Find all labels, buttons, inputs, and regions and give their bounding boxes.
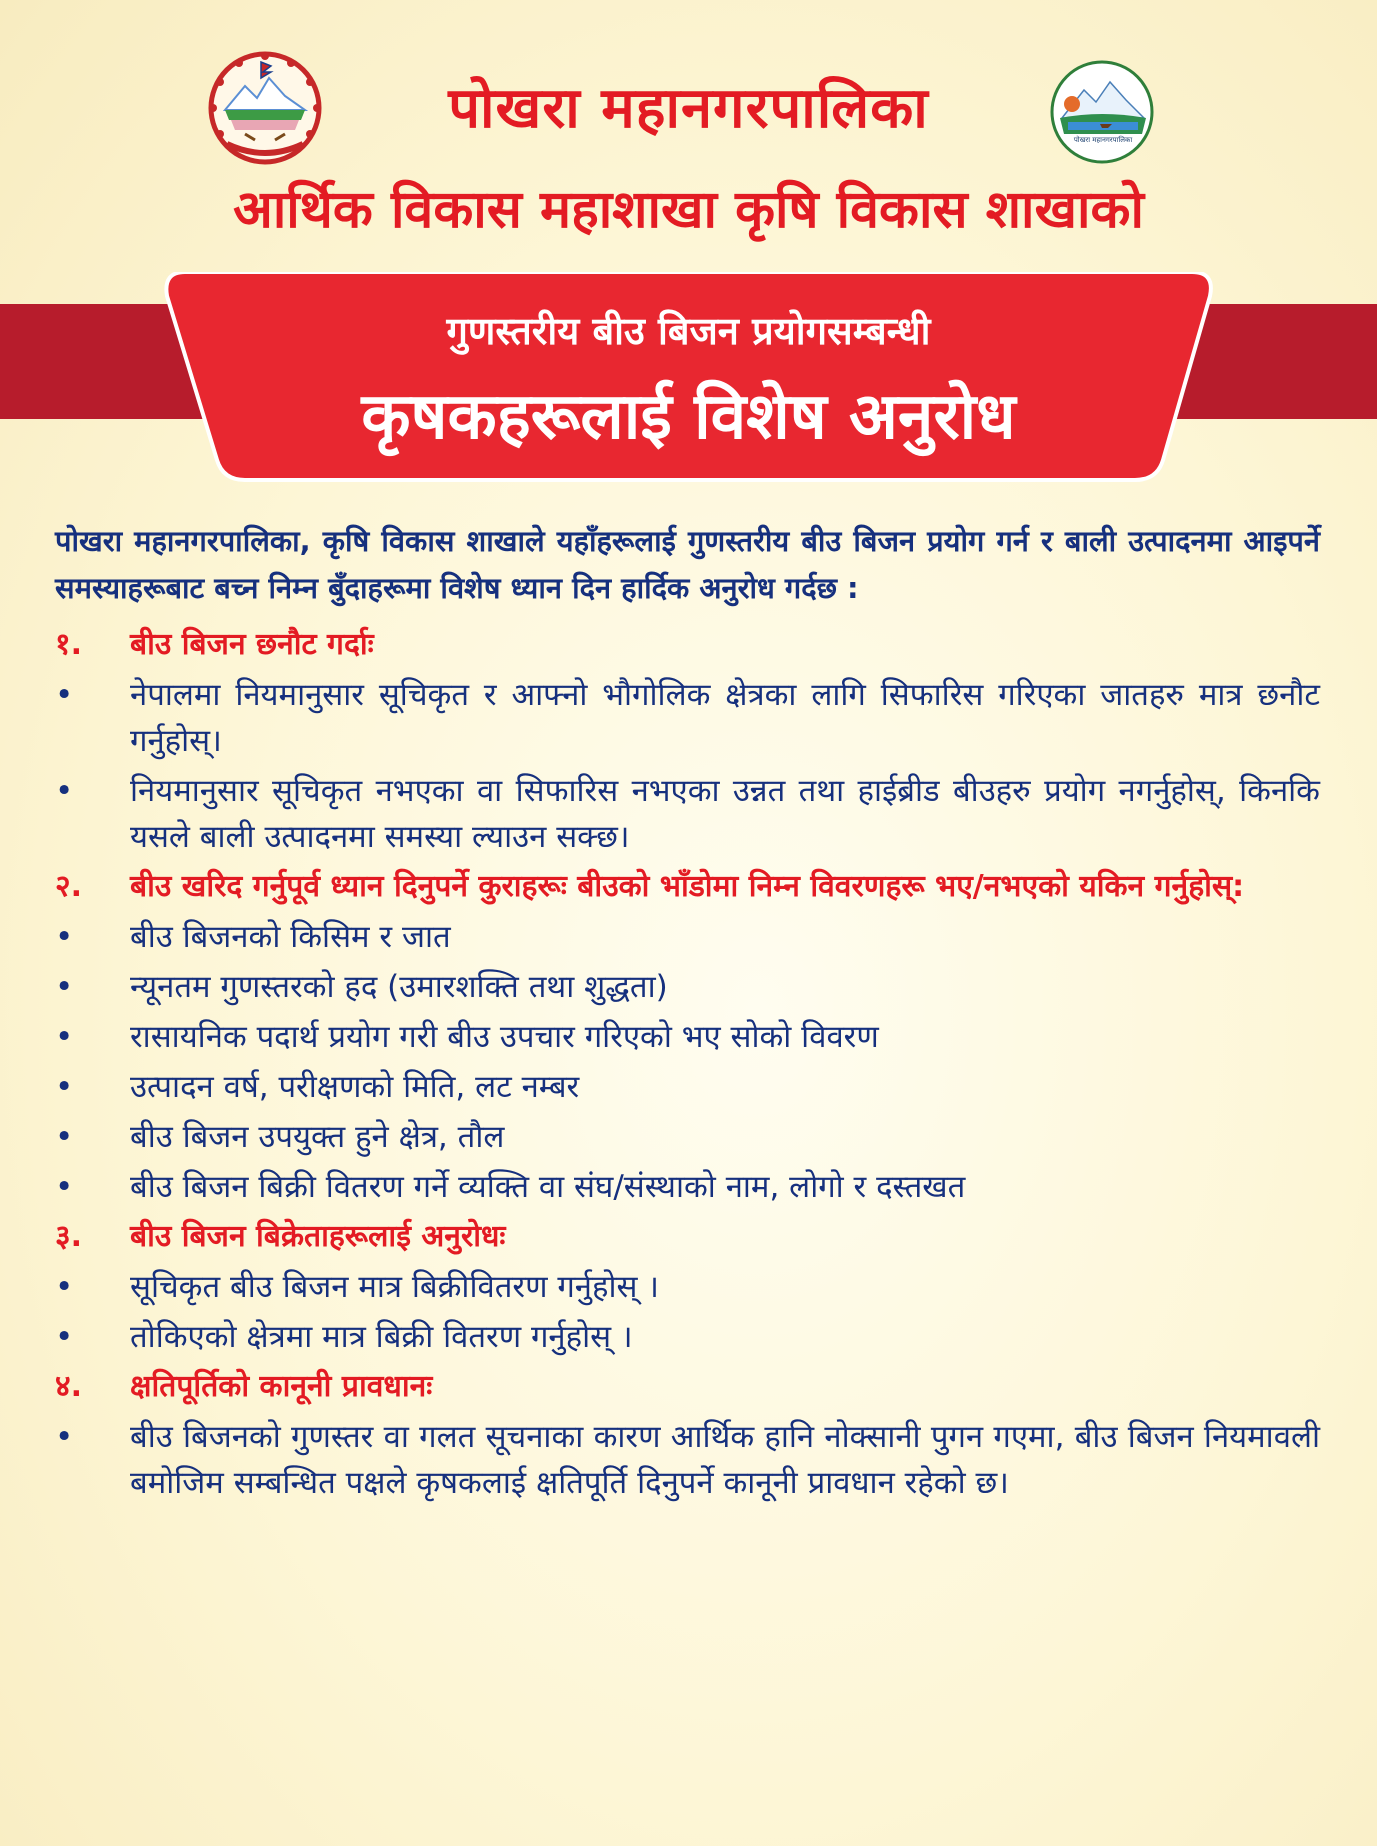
bullet-item (55, 1064, 1320, 1110)
section-number: १. (55, 627, 82, 662)
bullet-text: तोकिएको क्षेत्रमा मात्र बिक्री वितरण गर्नुहोस् । (130, 1319, 633, 1355)
bullet-text: नियमानुसार सूचिकृत नभएका वा सिफारिस नभएका उन्नत तथा हाईब्रीड बीउहरु प्रयोग नगर्नुहोस्, किनकि यसले बाली उत्पादनमा समस्या ल्याउन सक्छ। (130, 773, 1320, 855)
intro-paragraph: पोखरा महानगरपालिका, कृषि विकास शाखाले यहाँहरूलाई गुणस्तरीय बीउ बिजन प्रयोग गर्न र बाली उत्पादनमा आइपर्ने समस्याहरूबाट बच्न निम्न बुँदाहरूमा विशेष ध्यान दिन हार्दिक अनुरोध गर्दछ : (55, 524, 1320, 605)
bullet-item (55, 1414, 1320, 1506)
section-heading (55, 864, 1320, 910)
section-heading (55, 622, 1320, 668)
section-heading-text: बीउ बिजन छनौट गर्दाः (130, 627, 374, 662)
bullet-text: रासायनिक पदार्थ प्रयोग गरी बीउ उपचार गरिएको भए सोको विवरण (130, 1019, 879, 1055)
bullet-dot-icon: • (55, 1019, 74, 1055)
bullet-item (55, 1014, 1320, 1060)
bullet-dot-icon: • (55, 773, 74, 809)
bullet-dot-icon: • (55, 919, 74, 955)
notice-content (55, 518, 1320, 1506)
bullet-text: बीउ बिजन उपयुक्त हुने क्षेत्र, तौल (130, 1119, 505, 1155)
section-heading-text: बीउ खरिद गर्नुपूर्व ध्यान दिनुपर्ने कुराहरूः बीउको भाँडोमा निम्न विवरणहरू भए/नभएको यकिन गर्नुहोस्: (130, 869, 1245, 904)
bullet-text: बीउ बिजन बिक्री वितरण गर्ने व्यक्ति वा संघ/संस्थाको नाम, लोगो र दस्तखत (130, 1169, 966, 1205)
bullet-dot-icon: • (55, 1069, 74, 1105)
bullet-text: बीउ बिजनको गुणस्तर वा गलत सूचनाका कारण आर्थिक हानि नोक्सानी पुगन गएमा, बीउ बिजन नियमावली बमोजिम सम्बन्धित पक्षले कृषकलाई क्षतिपूर्ति दिनुपर्ने कानूनी प्रावधान रहेको छ। (130, 1419, 1320, 1501)
division-subtitle: आर्थिक विकास महाशाखा कृषि विकास शाखाको (233, 180, 1144, 240)
bullet-item (55, 768, 1320, 860)
banner-subtitle: गुणस्तरीय बीउ बिजन प्रयोगसम्बन्धी (446, 309, 931, 353)
bullet-dot-icon: • (55, 969, 74, 1005)
bullet-text: न्यूनतम गुणस्तरको हद (उमारशक्ति तथा शुद्धता) (130, 969, 668, 1005)
bullet-item (55, 1114, 1320, 1160)
section-number: ३. (55, 1219, 82, 1254)
sections-container (55, 622, 1320, 1506)
section-number: ४. (55, 1369, 82, 1404)
right-logo-caption: पोखरा महानगरपालिका (1073, 136, 1133, 144)
bullet-item (55, 672, 1320, 764)
section-heading (55, 1364, 1320, 1410)
bullet-item (55, 964, 1320, 1010)
bullet-text: बीउ बिजनको किसिम र जात (130, 919, 451, 955)
bullet-item (55, 1264, 1320, 1310)
bullet-dot-icon: • (55, 1169, 74, 1205)
banner-title: कृषकहरूलाई विशेष अनुरोध (361, 380, 1016, 454)
section-number: २. (55, 869, 82, 904)
bullet-item (55, 1164, 1320, 1210)
section-heading-text: क्षतिपूर्तिको कानूनी प्रावधानः (130, 1369, 433, 1404)
section-heading-text: बीउ बिजन बिक्रेताहरूलाई अनुरोधः (130, 1219, 506, 1254)
bullet-text: सूचिकृत बीउ बिजन मात्र बिक्रीवितरण गर्नुहोस् । (130, 1269, 660, 1305)
bullet-text: नेपालमा नियमानुसार सूचिकृत र आफ्नो भौगोलिक क्षेत्रका लागि सिफारिस गरिएका जातहरु मात्र छनौट गर्नुहोस्। (130, 677, 1320, 759)
municipality-title: पोखरा महानगरपालिका (448, 76, 929, 141)
bullet-dot-icon: • (55, 1269, 74, 1305)
section-heading (55, 1214, 1320, 1260)
bullet-item (55, 914, 1320, 960)
bullet-item (55, 1314, 1320, 1360)
bullet-dot-icon: • (55, 1319, 74, 1355)
bullet-dot-icon: • (55, 1119, 74, 1155)
bullet-dot-icon: • (55, 1419, 74, 1455)
bullet-text: उत्पादन वर्ष, परीक्षणको मिति, लट नम्बर (130, 1069, 580, 1105)
bullet-dot-icon: • (55, 677, 74, 713)
